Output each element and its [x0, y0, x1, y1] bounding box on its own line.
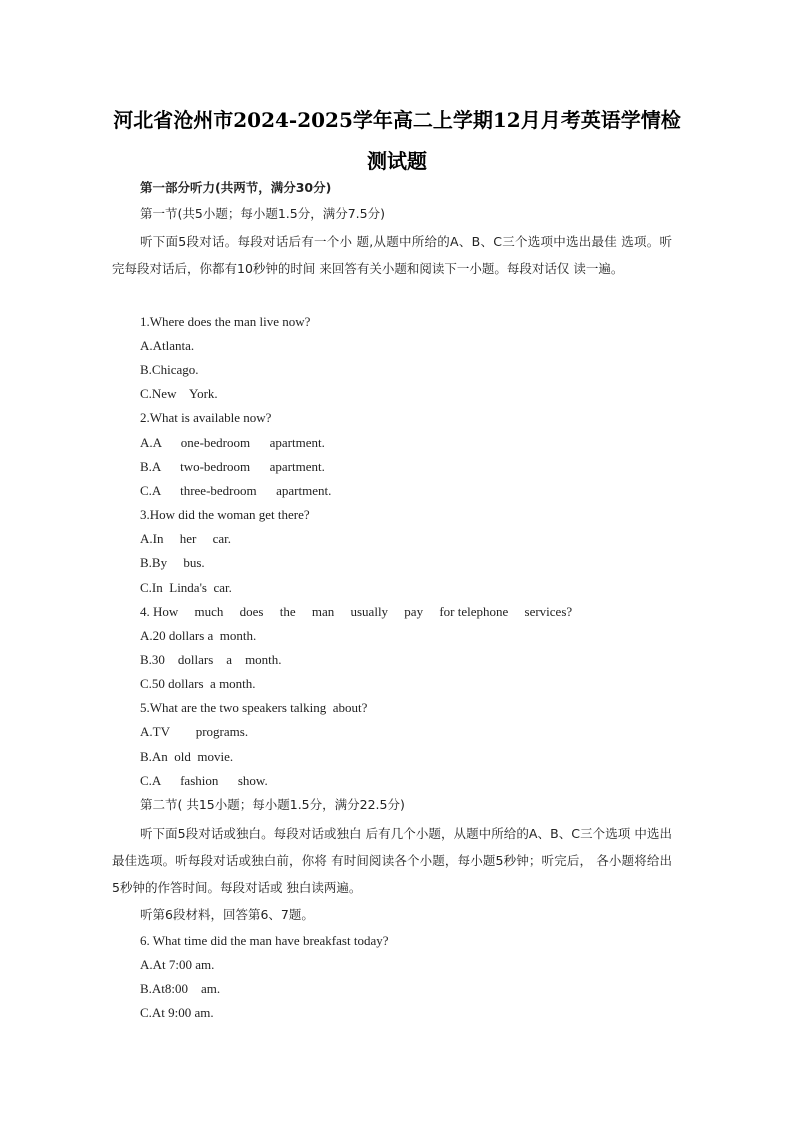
page-title-continued: 测试题 [367, 149, 427, 173]
question-2-stem: 2.What is available now? [140, 410, 272, 425]
question-1-option-a: A.Atlanta. [140, 338, 195, 353]
question-4-stem: 4. How much does the man usually pay for telephone services? [140, 604, 573, 619]
question-2-option-c: C.A three-bedroom apartment. [140, 483, 332, 498]
question-3-option-b: B.By bus. [140, 555, 205, 570]
question-6-option-c: C.At 9:00 am. [140, 1005, 214, 1020]
page-title: 河北省沧州市2024-2025学年高二上学期12月月考英语学情检 [113, 108, 681, 132]
question-1-option-c: C.New York. [140, 386, 218, 401]
material-6-heading: 听第6段材料，回答第6、7题。 [140, 907, 314, 922]
question-1-stem: 1.Where does the man live now? [140, 314, 311, 329]
question-3-stem: 3.How did the woman get there? [140, 507, 310, 522]
section1-instructions: 听下面5段对话。每段对话后有一个小 题,从题中所给的A、B、C三个选项中选出最佳 选项。听完每段对话后，你都有10秒钟的时间 来回答有关小题和阅读下一小题。每段对话仅 读一遍。 [112, 234, 672, 276]
section1-heading: 第一节(共5小题；每小题1.5分，满分7.5分) [140, 206, 385, 221]
section2-instructions: 听下面5段对话或独白。每段对话或独白 后有几个小题，从题中所给的A、B、C三个选项 中选出最佳选项。听每段对话或独白前，你将 有时间阅读各个小题，每小题5秒钟；听完后， 各小题将给出5秒钟的作答时间。每段对话或 独白读两遍。 [112, 826, 672, 895]
question-3-option-c: C.In Linda's car. [140, 580, 232, 595]
question-5-option-a: A.TV programs. [140, 724, 249, 739]
question-6-stem: 6. What time did the man have breakfast today? [140, 933, 389, 948]
part1-heading: 第一部分听力(共两节，满分30分) [140, 180, 332, 195]
question-4-option-a: A.20 dollars a month. [140, 628, 257, 643]
question-4-option-b: B.30 dollars a month. [140, 652, 282, 667]
question-5-stem: 5.What are the two speakers talking about? [140, 700, 368, 715]
question-5-option-c: C.A fashion show. [140, 773, 268, 788]
question-3-option-a: A.In her car. [140, 531, 231, 546]
section2-heading: 第二节( 共15小题；每小题1.5分，满分22.5分) [140, 797, 405, 812]
question-6-option-a: A.At 7:00 am. [140, 957, 215, 972]
question-1-option-b: B.Chicago. [140, 362, 199, 377]
question-6-option-b: B.At8:00 am. [140, 981, 221, 996]
question-4-option-c: C.50 dollars a month. [140, 676, 256, 691]
question-2-option-a: A.A one-bedroom apartment. [140, 435, 325, 450]
question-2-option-b: B.A two-bedroom apartment. [140, 459, 325, 474]
question-5-option-b: B.An old movie. [140, 749, 234, 764]
